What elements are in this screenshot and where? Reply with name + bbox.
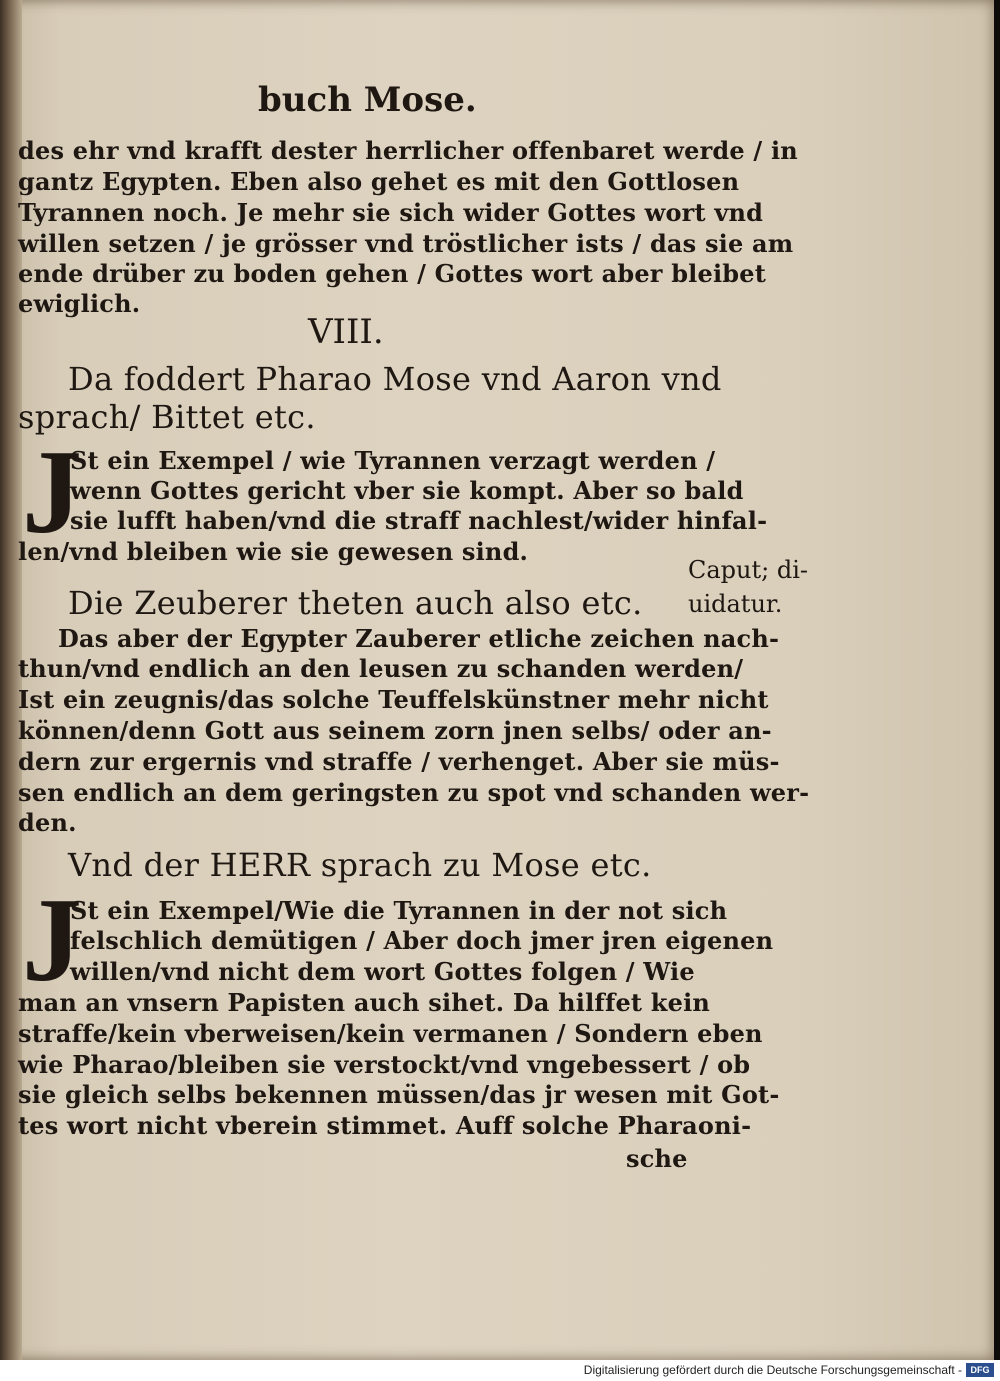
text-line: len/vnd bleiben wie sie gewesen sind. xyxy=(18,537,529,566)
section-heading: Da foddert Pharao Mose vnd Aaron vnd xyxy=(68,360,722,398)
text-line: wie Pharao/bleiben sie verstockt/vnd vngebessert / ob xyxy=(18,1050,751,1079)
text-line: des ehr vnd krafft dester herrlicher offenbaret werde / in xyxy=(18,136,798,165)
drop-cap: J xyxy=(22,425,82,558)
text-line: sie gleich selbs bekennen müssen/das jr wesen mit Got- xyxy=(18,1080,780,1109)
text-line: ewiglich. xyxy=(18,289,141,318)
text-line: Das aber der Egypter Zauberer etliche zeichen nach- xyxy=(58,624,780,653)
margin-note: uidatur. xyxy=(688,590,783,618)
text-line: felschlich demütigen / Aber doch jmer jren eigenen xyxy=(70,926,774,955)
footer-bar xyxy=(0,1360,1000,1381)
catchword: sche xyxy=(626,1144,688,1173)
dfg-logo-icon: DFG xyxy=(966,1363,994,1377)
chapter-number: VIII. xyxy=(308,312,384,352)
footer-credit: Digitalisierung gefördert durch die Deutsche Forschungsgemeinschaft - xyxy=(583,1363,962,1377)
text-line: thun/vnd endlich an den leusen zu schanden werden/ xyxy=(18,654,744,683)
text-line: ende drüber zu boden gehen / Gottes wort aber bleibet xyxy=(18,259,767,288)
section-heading: Vnd der HERR sprach zu Mose etc. xyxy=(68,846,652,884)
text-line: man an vnsern Papisten auch sihet. Da hilffet kein xyxy=(18,988,711,1017)
text-line: Tyrannen noch. Je mehr sie sich wider Gottes wort vnd xyxy=(18,198,764,227)
section-heading: Die Zeuberer theten auch also etc. xyxy=(68,584,643,622)
section-heading: sprach/ Bittet etc. xyxy=(18,398,316,436)
text-line: tes wort nicht vberein stimmet. Auff solche Pharaoni- xyxy=(18,1111,752,1140)
margin-note: Caput; di- xyxy=(688,556,808,584)
text-line: willen setzen / je grösser vnd tröstlicher ists / das sie am xyxy=(18,229,794,258)
text-line: St ein Exempel / wie Tyrannen verzagt werden / xyxy=(70,446,716,475)
text-line: dern zur ergernis vnd straffe / verhenget. Aber sie müs- xyxy=(18,747,780,776)
text-line: sie lufft haben/vnd die straff nachlest/wider hinfal- xyxy=(70,506,768,535)
text-line: Ist ein zeugnis/das solche Teuffelskünstner mehr nicht xyxy=(18,685,769,714)
text-line: sen endlich an dem geringsten zu spot vnd schanden wer- xyxy=(18,778,810,807)
text-line: straffe/kein vberweisen/kein vermanen / Sondern eben xyxy=(18,1019,763,1048)
text-line: wenn Gottes gericht vber sie kompt. Aber so bald xyxy=(70,476,744,505)
drop-cap: J xyxy=(22,873,82,1006)
text-line: den. xyxy=(18,808,77,837)
text-line: willen/vnd nicht dem wort Gottes folgen / Wie xyxy=(70,957,695,986)
running-title: buch Mose. xyxy=(258,80,477,120)
text-line: können/denn Gott aus seinem zorn jnen selbs/ oder an- xyxy=(18,716,772,745)
text-line: gantz Egypten. Eben also gehet es mit den Gottlosen xyxy=(18,167,740,196)
text-line: St ein Exempel/Wie die Tyrannen in der not sich xyxy=(70,896,728,925)
